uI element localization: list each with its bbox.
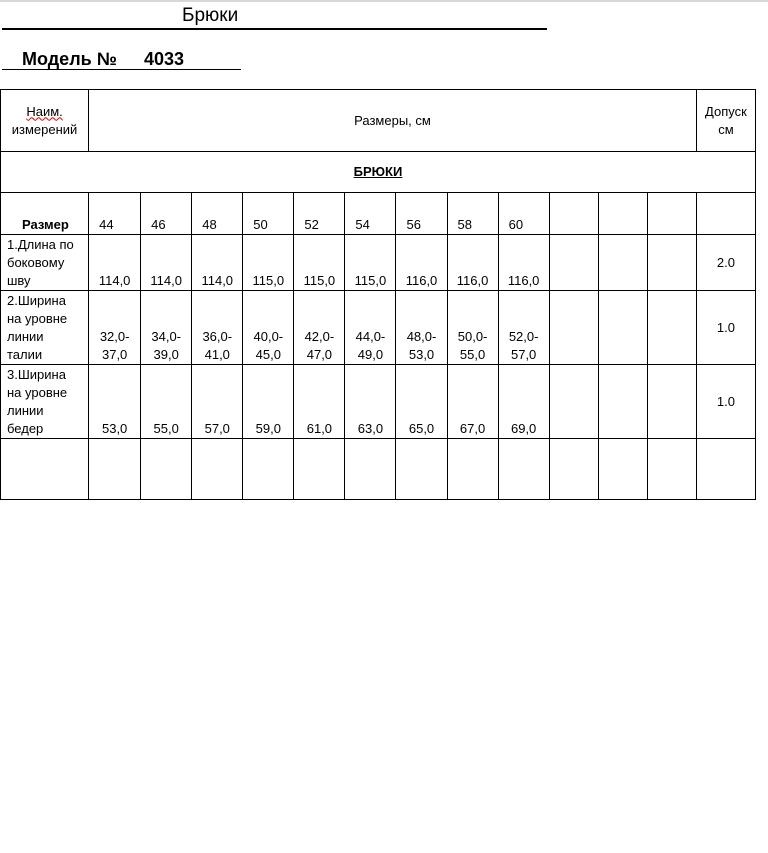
- header-row: [1, 90, 756, 152]
- empty-cell: [549, 439, 598, 500]
- measurement-name-line: 3.Ширина: [7, 367, 66, 382]
- value-cell: 61,0: [294, 365, 345, 439]
- section-title-cell: [1, 152, 756, 193]
- value-line: 53,0: [408, 347, 435, 362]
- value-line: 41,0: [204, 347, 230, 362]
- measurement-row-3: [1, 365, 756, 439]
- value-line: 42,0-: [304, 329, 335, 344]
- value-cell: 65,0: [396, 365, 447, 439]
- size-row: [1, 193, 756, 235]
- empty-cell: [345, 439, 396, 500]
- empty-cell: [696, 193, 755, 235]
- empty-cell: [598, 365, 647, 439]
- header-sizes: Размеры, см: [89, 90, 697, 152]
- measurement-name-line: линии: [7, 329, 44, 344]
- value-cell: 116,0: [396, 235, 447, 291]
- empty-cell: [192, 439, 243, 500]
- empty-cell: [447, 439, 498, 500]
- empty-cell: [647, 235, 696, 291]
- empty-cell: [89, 439, 141, 500]
- size-cell: 48: [192, 193, 243, 235]
- size-cell: 44: [89, 193, 141, 235]
- empty-cell: [598, 193, 647, 235]
- empty-cell: [647, 439, 696, 500]
- empty-row: [1, 439, 756, 500]
- document-title: Брюки: [182, 5, 239, 26]
- value-cell: 67,0: [447, 365, 498, 439]
- section-row: [1, 152, 756, 193]
- empty-cell: [294, 439, 345, 500]
- measurement-name-line: линии: [7, 403, 44, 418]
- value-cell: [294, 291, 345, 365]
- page-top-border: [0, 0, 768, 2]
- empty-cell: [598, 439, 647, 500]
- value-line: 36,0-: [202, 329, 233, 344]
- value-cell: 114,0: [89, 235, 141, 291]
- value-line: 50,0-: [457, 329, 488, 344]
- header-name-line1: Наим.: [26, 103, 63, 119]
- empty-cell: [696, 439, 755, 500]
- size-row-label: Размер: [1, 193, 89, 235]
- empty-cell: [243, 439, 294, 500]
- value-line: 47,0: [306, 347, 333, 362]
- measurement-name-line: на уровне: [7, 385, 68, 400]
- value-cell: 114,0: [192, 235, 243, 291]
- measurement-name-line: талии: [7, 347, 43, 362]
- empty-cell: [549, 291, 598, 365]
- header-name-line2: измерений: [11, 121, 78, 137]
- header-tolerance: [696, 90, 755, 152]
- value-cell: [89, 291, 141, 365]
- value-line: 48,0-: [406, 329, 437, 344]
- value-cell: [243, 291, 294, 365]
- measurement-name-line: на уровне: [7, 311, 68, 326]
- tolerance-cell: 1.0: [696, 365, 755, 439]
- size-cell: 46: [141, 193, 192, 235]
- measurement-name-line: 1.Длина по: [7, 237, 74, 252]
- value-line: 55,0: [459, 347, 486, 362]
- value-line: 40,0-: [253, 329, 284, 344]
- value-line: 52,0-: [508, 329, 539, 344]
- value-line: 39,0: [153, 347, 179, 362]
- measurement-name-line: шву: [7, 273, 31, 288]
- empty-cell: [647, 291, 696, 365]
- value-line: 49,0: [357, 347, 384, 362]
- model-number: 4033: [144, 49, 185, 69]
- empty-cell: [549, 193, 598, 235]
- value-line: 37,0: [101, 347, 128, 362]
- value-cell: [498, 291, 549, 365]
- value-line: 32,0-: [99, 329, 130, 344]
- document-title-line: [2, 7, 547, 30]
- size-cell: 54: [345, 193, 396, 235]
- model-label: Модель №: [22, 49, 117, 69]
- empty-cell: [549, 235, 598, 291]
- value-cell: [447, 291, 498, 365]
- model-line: [2, 49, 241, 70]
- empty-cell: [1, 439, 89, 500]
- value-cell: 59,0: [243, 365, 294, 439]
- value-line: 45,0: [255, 347, 281, 362]
- value-cell: [192, 291, 243, 365]
- value-cell: 115,0: [243, 235, 294, 291]
- measurement-name: [1, 291, 89, 365]
- value-cell: 116,0: [447, 235, 498, 291]
- value-cell: 57,0: [192, 365, 243, 439]
- header-tolerance-line2: см: [718, 121, 734, 137]
- header-measurement-name: [1, 90, 89, 152]
- value-cell: [141, 291, 192, 365]
- measurement-name-line: боковому: [7, 255, 65, 270]
- measurement-row-1: [1, 235, 756, 291]
- empty-cell: [598, 291, 647, 365]
- measurement-name-line: 2.Ширина: [7, 293, 66, 308]
- value-cell: 115,0: [294, 235, 345, 291]
- measurements-table: [0, 89, 756, 500]
- empty-cell: [141, 439, 192, 500]
- header-tolerance-line1: Допуск: [705, 103, 747, 119]
- section-title: БРЮКИ: [353, 164, 403, 179]
- value-line: 44,0-: [355, 329, 386, 344]
- value-cell: 53,0: [89, 365, 141, 439]
- value-cell: 116,0: [498, 235, 549, 291]
- size-cell: 58: [447, 193, 498, 235]
- value-cell: 114,0: [141, 235, 192, 291]
- tolerance-cell: 2.0: [696, 235, 755, 291]
- size-cell: 56: [396, 193, 447, 235]
- value-cell: 63,0: [345, 365, 396, 439]
- tolerance-cell: 1.0: [696, 291, 755, 365]
- value-cell: [345, 291, 396, 365]
- empty-cell: [498, 439, 549, 500]
- empty-cell: [396, 439, 447, 500]
- value-line: 34,0-: [151, 329, 182, 344]
- value-cell: [396, 291, 447, 365]
- empty-cell: [647, 193, 696, 235]
- empty-cell: [549, 365, 598, 439]
- measurement-name: [1, 365, 89, 439]
- measurement-name-line: бедер: [7, 421, 44, 436]
- measurement-row-2: [1, 291, 756, 365]
- size-cell: 60: [498, 193, 549, 235]
- empty-cell: [647, 365, 696, 439]
- value-line: 57,0: [510, 347, 537, 362]
- empty-cell: [598, 235, 647, 291]
- value-cell: 69,0: [498, 365, 549, 439]
- measurement-name: [1, 235, 89, 291]
- value-cell: 55,0: [141, 365, 192, 439]
- size-cell: 52: [294, 193, 345, 235]
- size-cell: 50: [243, 193, 294, 235]
- value-cell: 115,0: [345, 235, 396, 291]
